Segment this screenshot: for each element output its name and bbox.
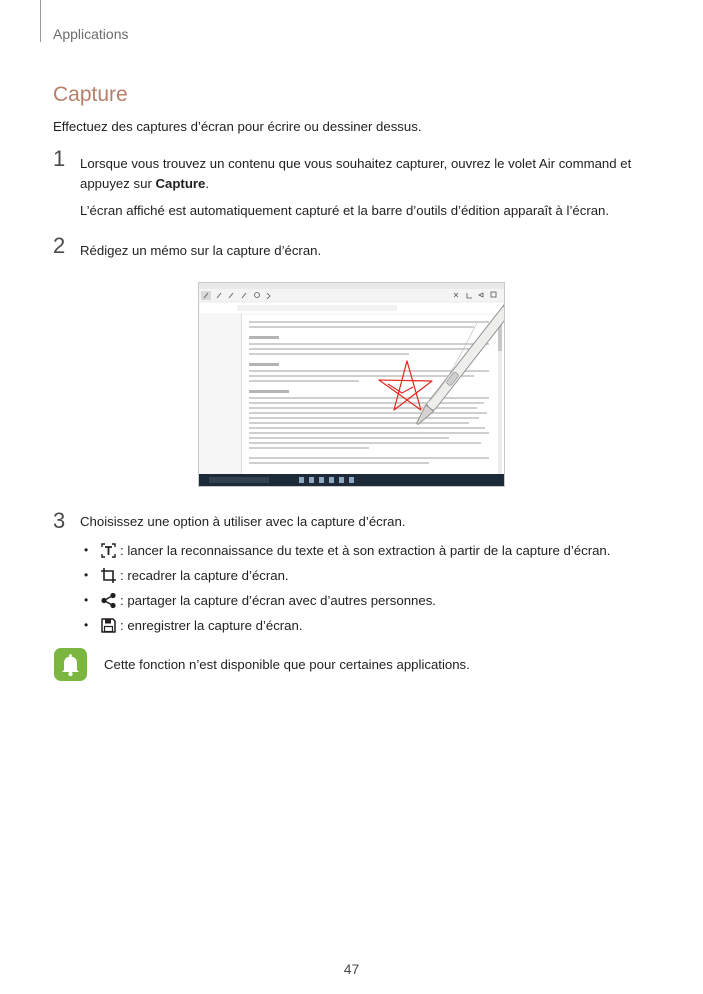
step-3-text: Choisissez une option à utiliser avec la capture d’écran. [80,514,406,529]
step-1-text [80,154,660,194]
header-title: Applications [53,26,129,42]
screenshot-illustration [198,282,505,487]
text-extract-icon [100,542,117,559]
option-text-extract: : lancer la reconnaissance du texte et à son extraction à partir de la capture d’écran. [120,543,611,558]
section-title: Capture [53,83,128,106]
step-1-text-before: Lorsque vous trouvez un contenu que vous souhaitez capturer, ouvrez le volet Air command et appuyez sur [80,156,632,191]
step-1-bold: Capture [155,176,206,191]
section-intro: Effectuez des captures d’écran pour écrire ou dessiner dessus. [53,119,422,134]
save-icon [100,617,117,634]
option-save: : enregistrer la capture d’écran. [120,618,303,633]
option-crop: : recadrer la capture d’écran. [120,568,289,583]
step-1-text-after: . [205,176,210,191]
step-number-2: 2 [53,233,66,258]
note-text: Cette fonction n’est disponible que pour certaines applications. [104,657,470,672]
share-icon [100,592,117,609]
step-number-1: 1 [53,146,66,171]
header-rule [40,0,41,42]
step-1-followup: L’écran affiché est automatiquement capturé et la barre d’outils d’édition apparaît à l’écran. [80,203,610,218]
crop-icon [100,567,117,584]
option-share: : partager la capture d’écran avec d’autres personnes. [120,593,436,608]
bell-icon [54,648,87,681]
page-number: 47 [343,961,360,977]
note-badge [54,648,87,681]
step-number-3: 3 [53,508,66,533]
step-2-text: Rédigez un mémo sur la capture d’écran. [80,243,322,258]
